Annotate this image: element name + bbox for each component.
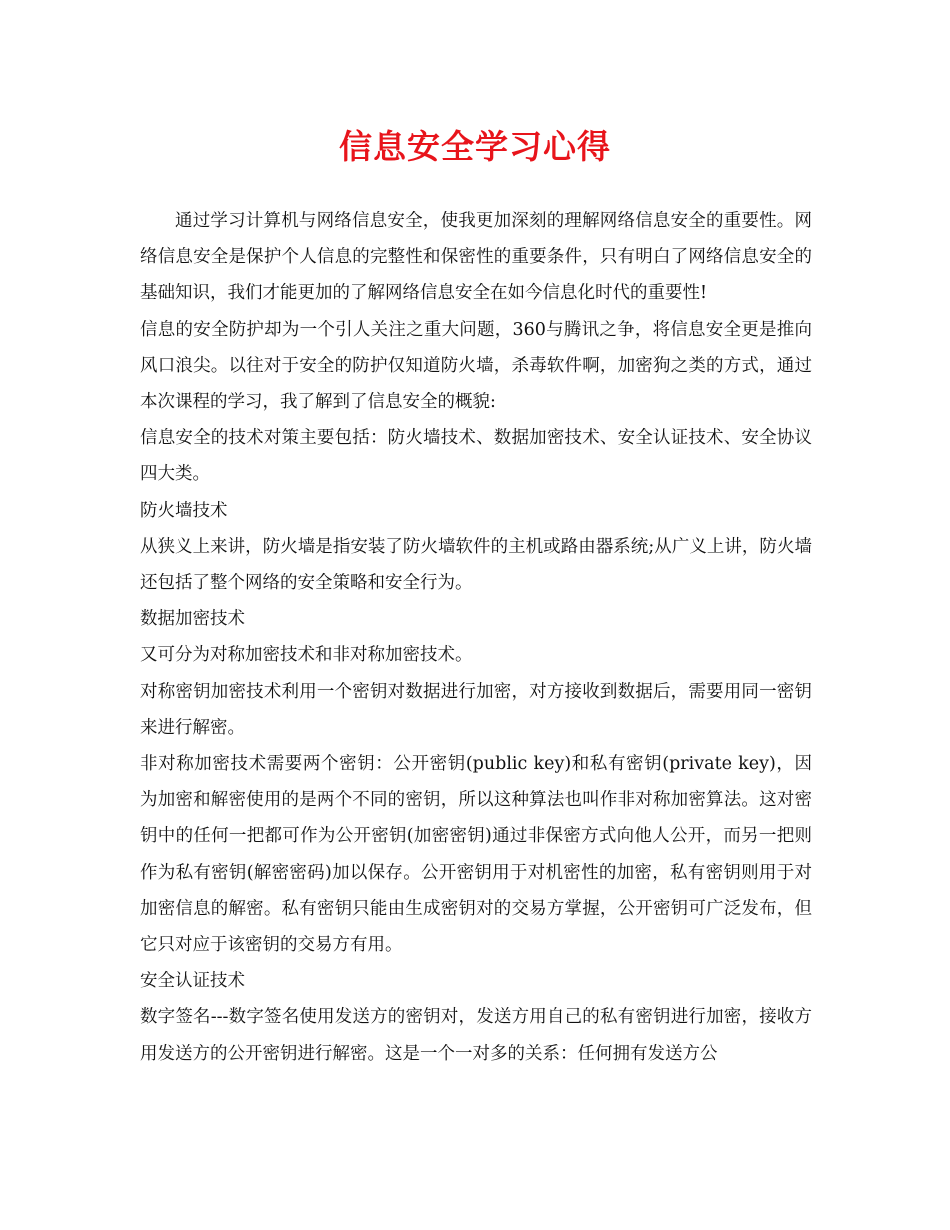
paragraph-digital-signature: 数字签名---数字签名使用发送方的密钥对，发送方用自己的私有密钥进行加密，接收方用发送方的公开密钥进行解密。这是一个一对多的关系：任何拥有发送方公 bbox=[140, 1007, 812, 1064]
paragraph-intro: 通过学习计算机与网络信息安全，使我更加深刻的理解网络信息安全的重要性。网络信息安全是保护个人信息的完整性和保密性的重要条件，只有明白了网络信息安全的基础知识，我们才能更加的了解网络信息安全在如今信息化时代的重要性! bbox=[140, 211, 812, 304]
paragraph-tech-overview: 信息安全的技术对策主要包括：防火墙技术、数据加密技术、安全认证技术、安全协议四大类。 bbox=[140, 428, 812, 485]
heading-encryption: 数据加密技术 bbox=[140, 609, 245, 630]
document-body bbox=[140, 203, 812, 1072]
paragraph-asymmetric: 非对称加密技术需要两个密钥：公开密钥(public key)和私有密钥(private key)，因为加密和解密使用的是两个不同的密钥，所以这种算法也叫作非对称加密算法。这对密钥中的任何一把都可作为公开密钥(加密密钥)通过非保密方式向他人公开，而另一把则作为私有密钥(解密密码)加以保存。公开密钥用于对机密性的加密，私有密钥则用于对加密信息的解密。私有密钥只能由生成密钥对的交易方掌握，公开密钥可广泛发布，但它只对应于该密钥的交易方有用。 bbox=[140, 754, 812, 956]
paragraph-protection: 信息的安全防护却为一个引人关注之重大问题，360与腾讯之争，将信息安全更是推向风口浪尖。以往对于安全的防护仅知道防火墙，杀毒软件啊，加密狗之类的方式，通过本次课程的学习，我了解到了信息安全的概貌: bbox=[140, 319, 812, 413]
paragraph-encryption-types: 又可分为对称加密技术和非对称加密技术。 bbox=[140, 645, 473, 666]
heading-firewall: 防火墙技术 bbox=[140, 500, 228, 521]
heading-authentication: 安全认证技术 bbox=[140, 971, 245, 992]
document-title: 信息安全学习心得 bbox=[339, 127, 611, 166]
paragraph-firewall: 从狭义上来讲，防火墙是指安装了防火墙软件的主机或路由器系统;从广义上讲，防火墙还包括了整个网络的安全策略和安全行为。 bbox=[140, 536, 812, 594]
paragraph-symmetric: 对称密钥加密技术利用一个密钥对数据进行加密，对方接收到数据后，需要用同一密钥来进行解密。 bbox=[140, 681, 812, 738]
